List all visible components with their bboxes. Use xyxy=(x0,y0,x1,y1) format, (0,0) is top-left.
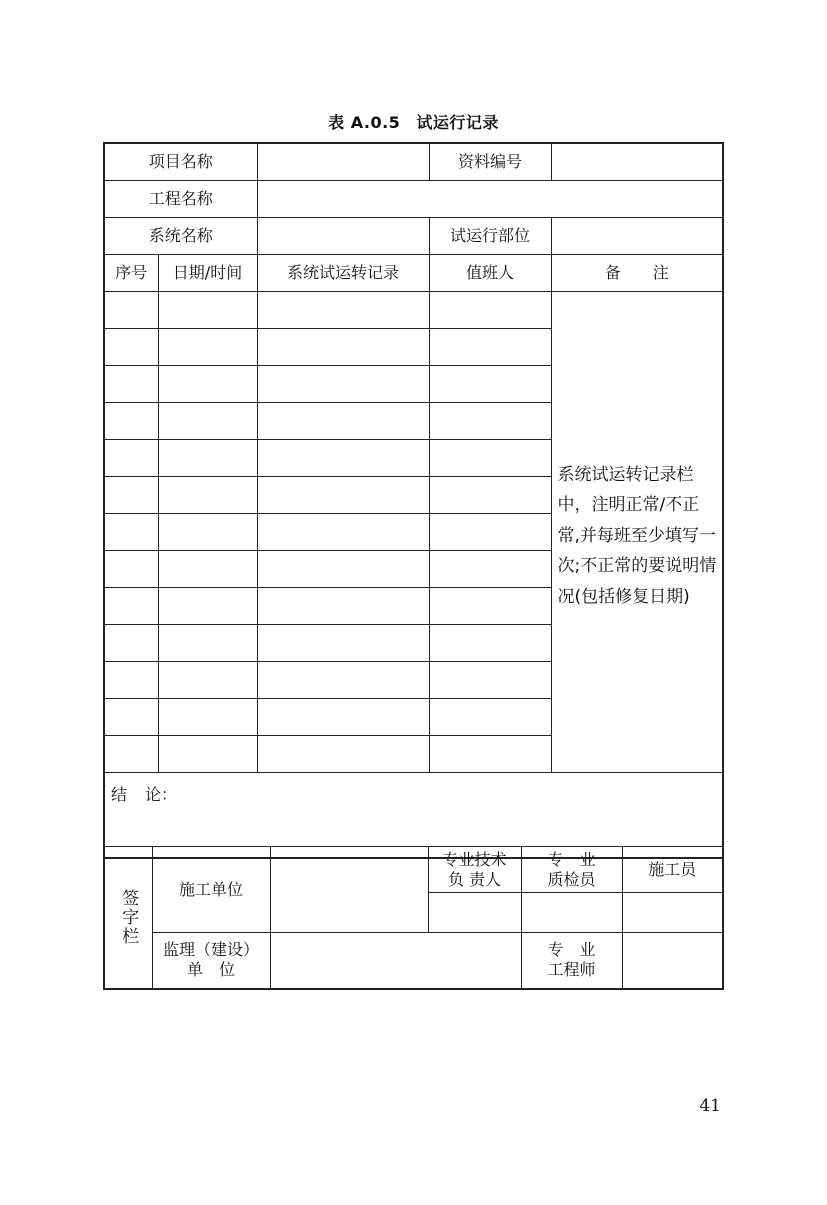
tech-lead-sign[interactable] xyxy=(428,893,521,933)
table-cell[interactable] xyxy=(158,625,257,662)
remark-cell xyxy=(551,292,723,773)
table-cell[interactable] xyxy=(429,736,551,773)
table-cell[interactable] xyxy=(158,514,257,551)
table-cell[interactable] xyxy=(104,477,158,514)
supervision-unit-value[interactable] xyxy=(270,933,521,989)
table-cell[interactable] xyxy=(429,551,551,588)
table-cell[interactable] xyxy=(429,699,551,736)
table-cell[interactable] xyxy=(158,366,257,403)
table-cell[interactable] xyxy=(104,736,158,773)
table-cell[interactable] xyxy=(158,329,257,366)
signature-table xyxy=(103,846,724,990)
table-cell[interactable] xyxy=(158,699,257,736)
table-cell[interactable] xyxy=(257,736,429,773)
engineer-sign[interactable] xyxy=(622,933,723,989)
table-cell[interactable] xyxy=(104,292,158,329)
conclusion-label-1: 结 xyxy=(111,785,128,804)
table-cell[interactable] xyxy=(257,514,429,551)
header-row-engineering xyxy=(104,181,723,218)
table-cell[interactable] xyxy=(429,366,551,403)
table-cell[interactable] xyxy=(158,736,257,773)
signature-row-1 xyxy=(104,847,723,893)
table-cell[interactable] xyxy=(104,662,158,699)
table-cell[interactable] xyxy=(158,292,257,329)
table-cell[interactable] xyxy=(104,329,158,366)
engineering-name-label: 工程名称 xyxy=(104,181,257,218)
doc-number-value[interactable] xyxy=(551,143,723,181)
col-duty: 值班人 xyxy=(429,255,551,292)
quality-inspector-label: 专 业质检员 xyxy=(521,847,622,893)
form-title xyxy=(0,110,827,133)
page-number: 41 xyxy=(699,1096,721,1116)
table-cell[interactable] xyxy=(257,551,429,588)
header-row-project xyxy=(104,143,723,181)
table-cell[interactable] xyxy=(158,440,257,477)
column-header-row xyxy=(104,255,723,292)
constructor-label: 施工员 xyxy=(622,847,723,893)
table-cell[interactable] xyxy=(104,588,158,625)
table-cell[interactable] xyxy=(158,551,257,588)
engineering-name-value[interactable] xyxy=(257,181,723,218)
constructor-sign[interactable] xyxy=(622,893,723,933)
construction-unit-label: 施工单位 xyxy=(152,847,270,933)
trial-location-label: 试运行部位 xyxy=(429,218,551,255)
table-cell[interactable] xyxy=(429,329,551,366)
conclusion-label-2: 论： xyxy=(145,785,178,804)
supervision-unit-label: 监理（建设）单 位 xyxy=(152,933,270,989)
signature-section xyxy=(104,847,152,989)
table-cell[interactable] xyxy=(257,588,429,625)
signature-row-3 xyxy=(104,933,723,989)
table-cell[interactable] xyxy=(429,514,551,551)
table-cell[interactable] xyxy=(104,625,158,662)
table-cell[interactable] xyxy=(429,662,551,699)
trial-location-value[interactable] xyxy=(551,218,723,255)
table-cell[interactable] xyxy=(429,403,551,440)
table-cell[interactable] xyxy=(429,625,551,662)
col-seq: 序号 xyxy=(104,255,158,292)
col-datetime: 日期/时间 xyxy=(158,255,257,292)
table-cell[interactable] xyxy=(158,588,257,625)
construction-unit-value[interactable] xyxy=(270,847,428,933)
table-cell[interactable] xyxy=(104,403,158,440)
tech-lead-label: 专业技术负 责人 xyxy=(428,847,521,893)
table-cell[interactable] xyxy=(429,477,551,514)
col-remark: 备 注 xyxy=(551,255,723,292)
table-cell[interactable] xyxy=(257,662,429,699)
table-row xyxy=(104,292,723,329)
table-cell[interactable] xyxy=(257,366,429,403)
remark-text: 系统试运转记录栏中，注明正常/不正常,并每班至少填写一次;不正常的要说明情况(包括修复日期) xyxy=(557,464,717,607)
table-cell[interactable] xyxy=(158,477,257,514)
project-name-label: 项目名称 xyxy=(104,143,257,181)
table-cell[interactable] xyxy=(104,514,158,551)
table-cell[interactable] xyxy=(104,366,158,403)
form-code: 表 A.0.5 xyxy=(328,113,401,132)
table-cell[interactable] xyxy=(257,292,429,329)
system-name-label: 系统名称 xyxy=(104,218,257,255)
table-cell[interactable] xyxy=(257,477,429,514)
header-row-system xyxy=(104,218,723,255)
trial-run-record-table xyxy=(103,142,724,859)
system-name-value[interactable] xyxy=(257,218,429,255)
col-record: 系统试运转记录 xyxy=(257,255,429,292)
doc-number-label: 资料编号 xyxy=(429,143,551,181)
table-cell[interactable] xyxy=(257,440,429,477)
table-cell[interactable] xyxy=(257,329,429,366)
table-cell[interactable] xyxy=(158,662,257,699)
engineer-label: 专 业工程师 xyxy=(521,933,622,989)
form-name: 试运行记录 xyxy=(416,113,499,132)
table-cell[interactable] xyxy=(429,440,551,477)
table-cell[interactable] xyxy=(257,625,429,662)
table-cell[interactable] xyxy=(429,588,551,625)
table-cell[interactable] xyxy=(158,403,257,440)
project-name-value[interactable] xyxy=(257,143,429,181)
table-cell[interactable] xyxy=(257,403,429,440)
table-cell[interactable] xyxy=(104,699,158,736)
signature-section-label: 签字栏 xyxy=(118,888,139,946)
table-cell[interactable] xyxy=(429,292,551,329)
table-cell[interactable] xyxy=(104,551,158,588)
quality-inspector-sign[interactable] xyxy=(521,893,622,933)
table-cell[interactable] xyxy=(104,440,158,477)
table-cell[interactable] xyxy=(257,699,429,736)
